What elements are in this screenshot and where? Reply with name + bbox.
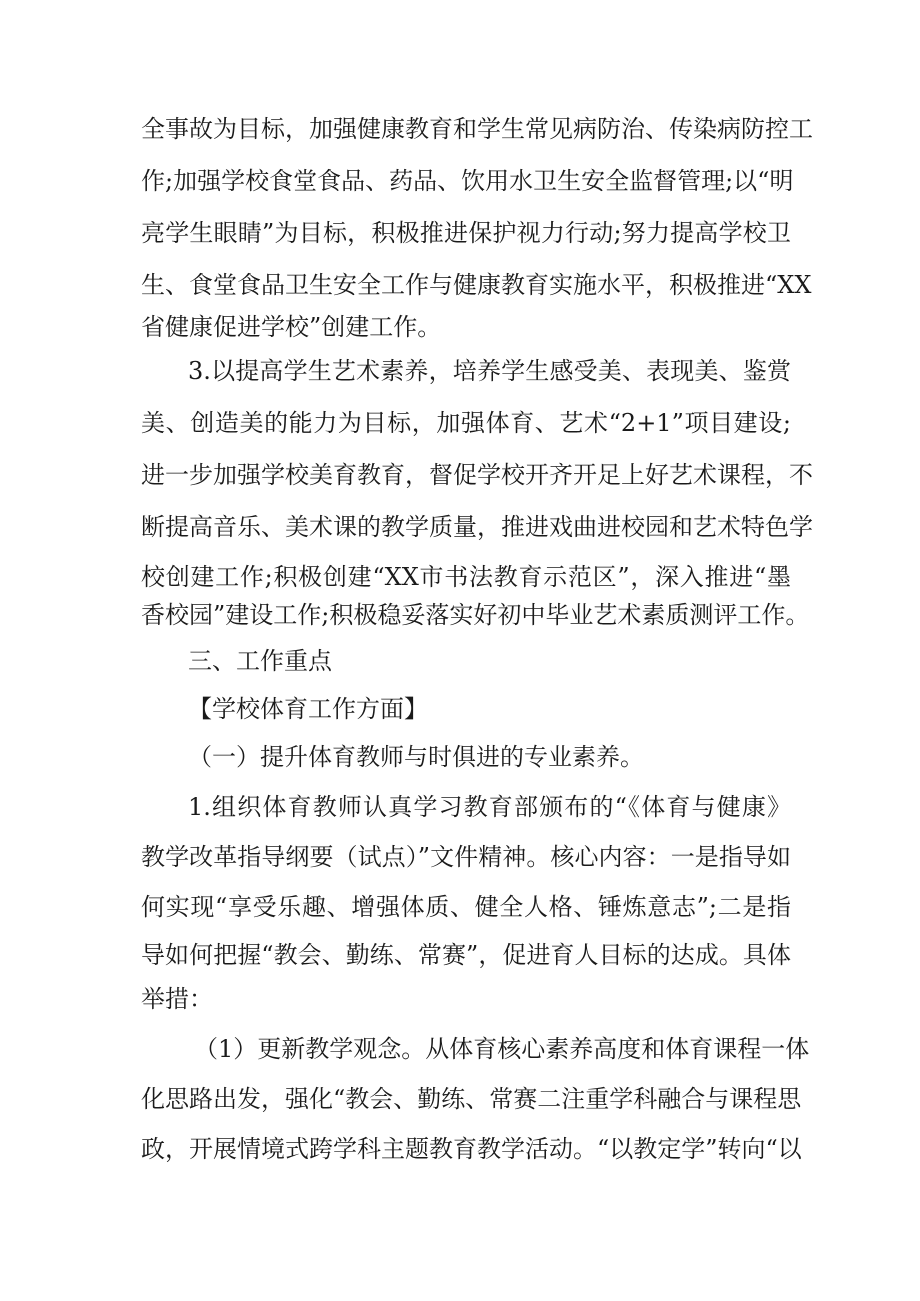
text-line: 美、创造美的能力为目标，加强体育、艺术“2+1”项目建设; (141, 409, 791, 437)
section-heading: 三、工作重点 (188, 647, 332, 675)
text-line: 断提高音乐、美术课的教学质量，推进戏曲进校园和艺术特色学 (141, 513, 813, 541)
text-line: 何实现“享受乐趣、增强体质、健全人格、锤炼意志”;二是指 (141, 893, 791, 921)
text-line: 全事故为目标，加强健康教育和学生常见病防治、传染病防控工 (141, 115, 813, 143)
sub-item-paragraph: （1）更新教学观念。从体育核心素养高度和体育课程一体 (194, 1035, 810, 1063)
text-line: 化思路出发，强化“教会、勤练、常赛二注重学科融合与课程思 (141, 1085, 802, 1113)
text-line: 香校园”建设工作;积极稳妥落实好初中毕业艺术素质测评工作。 (141, 601, 810, 629)
text-line: 作;加强学校食堂食品、药品、饮用水卫生安全监督管理;以“明 (141, 167, 794, 195)
item-heading: （一）提升体育教师与时俱进的专业素养。 (188, 743, 644, 771)
text-line: 亮学生眼睛”为目标，积极推进保护视力行动;努力提高学校卫 (141, 219, 791, 247)
text-line: 导如何把握“教会、勤练、常赛”，促进育人目标的达成。具体 (141, 941, 791, 969)
text-line: 进一步加强学校美育教育，督促学校开齐开足上好艺术课程，不 (141, 461, 813, 489)
text-line: 校创建工作;积极创建“XX市书法教育示范区”，深入推进“墨 (141, 563, 791, 591)
text-line: 生、食堂食品卫生安全工作与健康教育实施水平，积极推进“XX (141, 271, 812, 299)
text-line: 政，开展情境式跨学科主题教育教学活动。“以教定学”转向“以 (141, 1135, 802, 1163)
text-line: 省健康促进学校”创建工作。 (141, 313, 442, 341)
numbered-paragraph-3: 3.以提高学生艺术素养，培养学生感受美、表现美、鉴赏 (188, 357, 791, 385)
text-line: 举措： (141, 985, 213, 1013)
text-line: 教学改革指导纲要（试点）”文件精神。核心内容：一是指导如 (141, 843, 791, 871)
numbered-paragraph-1: 1.组织体育教师认真学习教育部颁布的“《体育与健康》 (188, 793, 791, 821)
subsection-heading: 【学校体育工作方面】 (188, 695, 428, 723)
